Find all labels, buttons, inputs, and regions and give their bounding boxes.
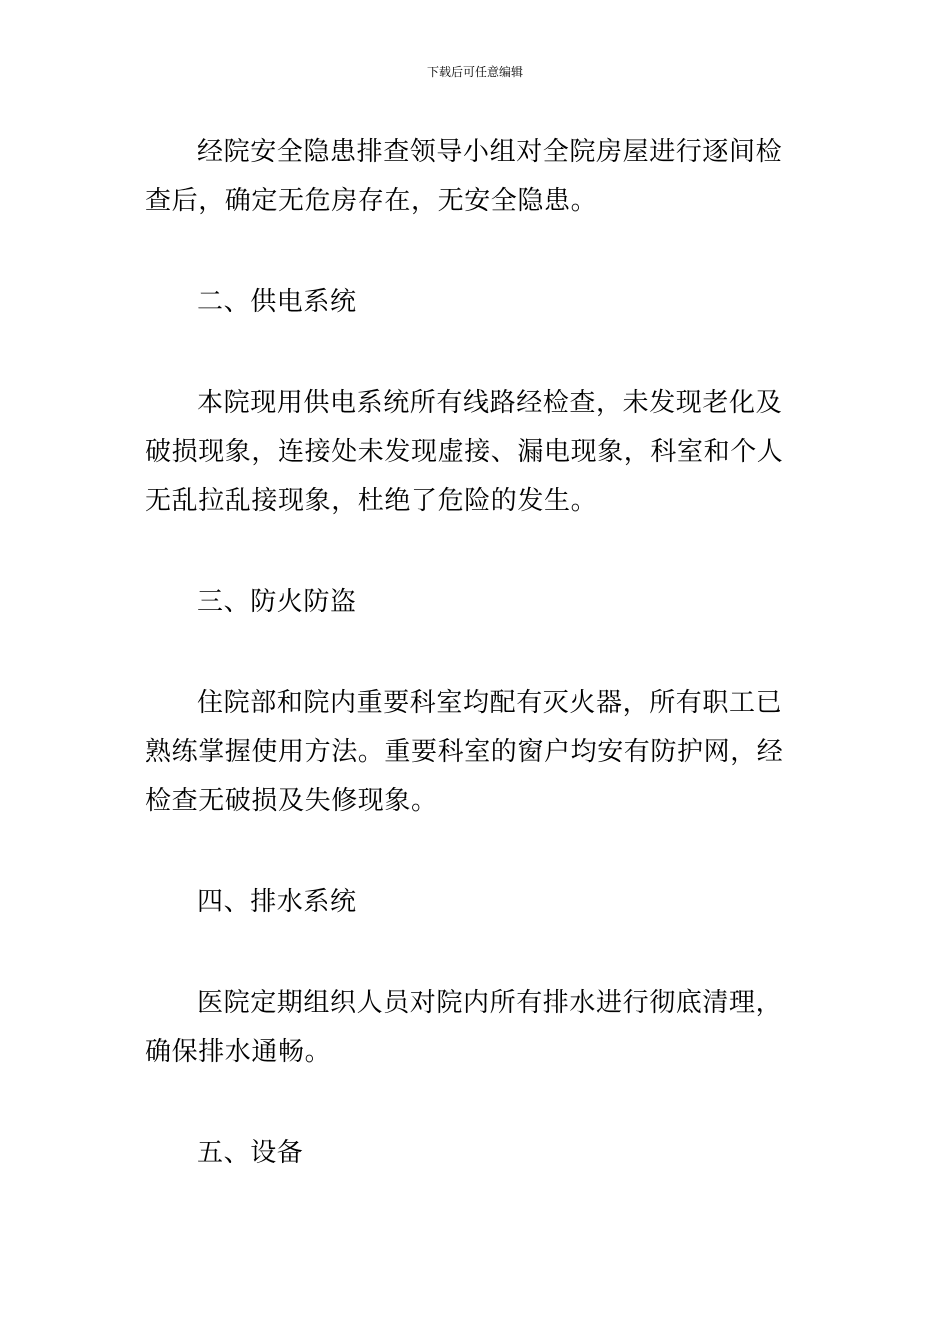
- paragraph-power-supply: 本院现用供电系统所有线路经检查，未发现老化及破损现象，连接处未发现虚接、漏电现象，科室和个人无乱拉乱接现象，杜绝了危险的发生。: [145, 388, 784, 516]
- paragraph-building-inspection: 经院安全隐患排查领导小组对全院房屋进行逐间检查后，确定无危房存在，无安全隐患。: [145, 137, 783, 216]
- heading-equipment: 五、设备: [197, 1138, 304, 1168]
- heading-power-supply: 二、供电系统: [197, 287, 357, 317]
- paragraph-fire-theft: 住院部和院内重要科室均配有灭火器，所有职工已熟练掌握使用方法。重要科室的窗户均安有防护网，经检查无破损及失修现象。: [145, 688, 784, 816]
- heading-fire-theft: 三、防火防盗: [197, 587, 357, 617]
- paragraph-drainage: 医院定期组织人员对院内所有排水进行彻底清理，确保排水通畅。: [145, 988, 783, 1067]
- heading-drainage: 四、排水系统: [197, 887, 357, 917]
- document-body: [145, 128, 805, 1178]
- page-header: 下载后可任意编辑: [426, 65, 523, 79]
